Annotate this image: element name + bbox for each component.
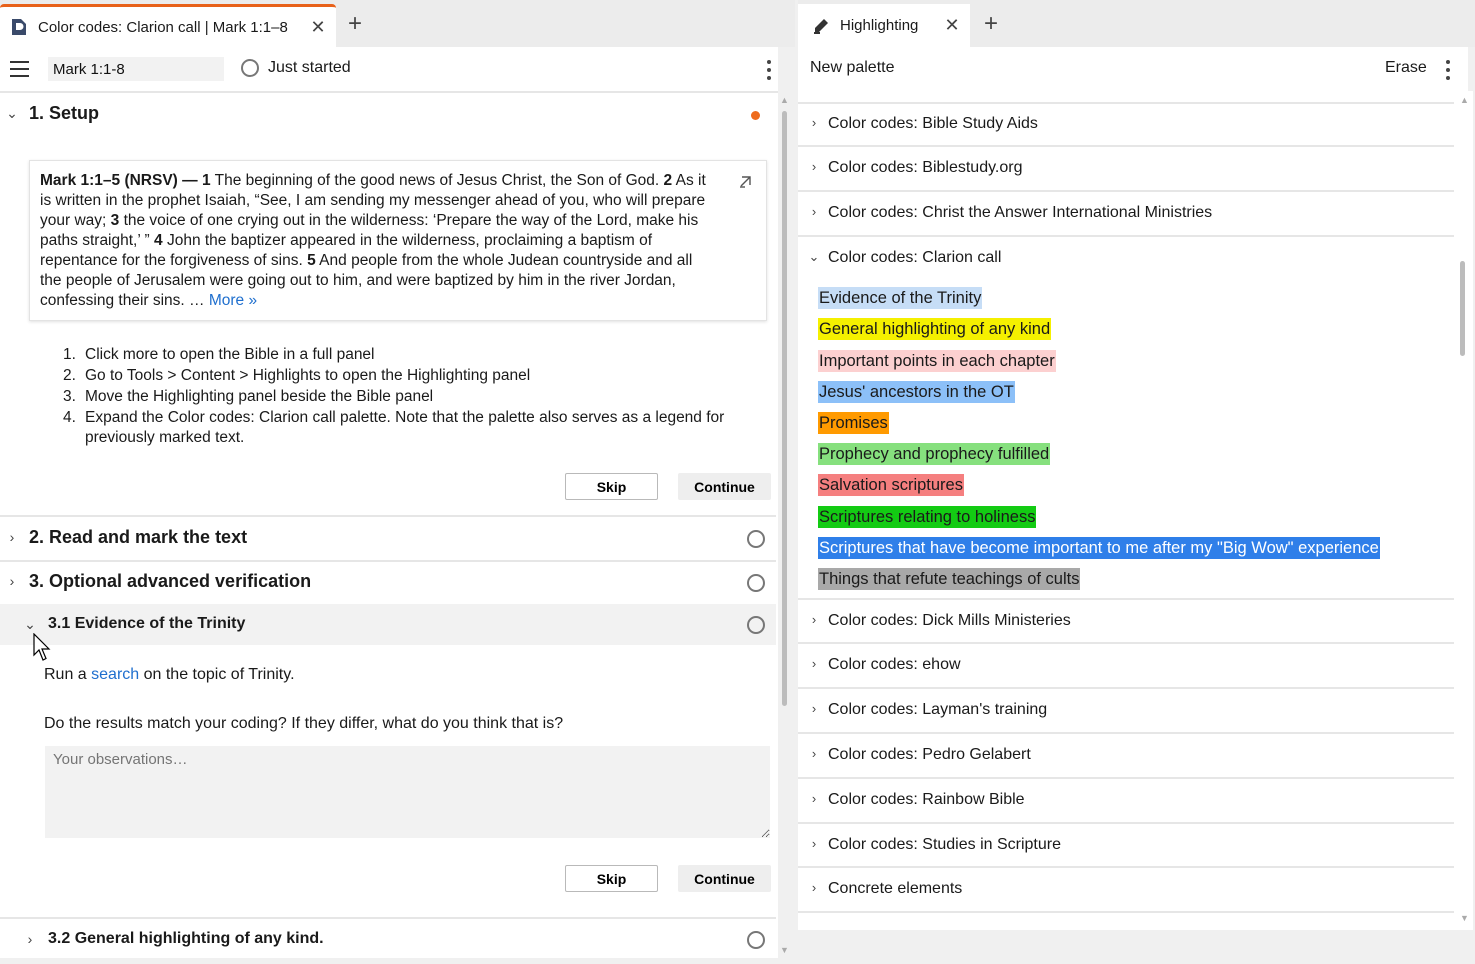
chevron-right-icon: › [811, 204, 817, 219]
list-item: 3. Move the Highlighting panel beside the Bible panel [63, 388, 434, 405]
section-title: 1. Setup [29, 103, 100, 123]
chevron-right-icon: › [811, 159, 817, 174]
style-item[interactable]: General highlighting of any kind [819, 320, 1051, 338]
chevron-right-icon: › [27, 931, 33, 947]
chevron-right-icon: › [811, 791, 817, 806]
scroll-down-icon[interactable]: ▼ [1460, 913, 1469, 923]
status-circle-icon[interactable] [747, 931, 765, 949]
section-title: 2. Read and mark the text [29, 527, 248, 547]
status-circle-icon[interactable] [747, 574, 765, 592]
section-read-header[interactable] [0, 517, 776, 560]
palette-row[interactable]: › Color codes: Layman's training [798, 689, 1454, 734]
style-item[interactable]: Salvation scriptures [819, 476, 963, 494]
setup-steps-list [63, 345, 743, 449]
reference-input[interactable] [48, 57, 224, 81]
section-title: 3.1 Evidence of the Trinity [48, 615, 246, 632]
palette-row[interactable]: › Color codes: ehow [798, 644, 1454, 689]
right-scrollbar[interactable] [1457, 91, 1473, 930]
left-tab-bar [0, 0, 795, 47]
continue-button[interactable]: Continue [678, 865, 771, 892]
chevron-right-icon: › [811, 656, 817, 671]
section-title: 3. Optional advanced verification [29, 571, 312, 591]
section-general-header[interactable] [0, 919, 776, 960]
observations-field[interactable] [45, 746, 770, 838]
chevron-right-icon: › [811, 115, 817, 130]
palette-row[interactable]: › Color codes: Bible Study Aids [798, 103, 1454, 147]
palette-row[interactable]: › Color codes: Dick Mills Ministeries [798, 600, 1454, 644]
skip-button[interactable]: Skip [565, 473, 658, 500]
scroll-thumb[interactable] [1460, 261, 1465, 356]
skip-button[interactable]: Skip [565, 865, 658, 892]
close-tab-icon[interactable]: ✕ [944, 15, 960, 35]
left-scrollbar[interactable] [779, 93, 791, 964]
right-tab-bar [798, 0, 1475, 47]
chevron-right-icon: › [9, 529, 15, 545]
status-circle-icon[interactable] [747, 616, 765, 634]
add-tab-icon[interactable]: + [984, 10, 999, 37]
list-item: 4. Expand the Color codes: Clarion call palette. Note that the palette also serves as a legend for previously marked text. [63, 409, 725, 446]
continue-button[interactable]: Continue [678, 473, 771, 500]
chevron-right-icon: › [9, 573, 15, 589]
chevron-right-icon: › [811, 612, 817, 627]
question-text: Do the results match your coding? If they differ, what do you think that is? [44, 715, 564, 732]
palette-row[interactable]: › Concrete elements [798, 868, 1454, 913]
chevron-right-icon: › [811, 836, 817, 851]
menu-icon[interactable] [10, 61, 29, 82]
tab-title: Color codes: Clarion call | Mark 1:1–8 [38, 18, 288, 36]
left-toolbar [0, 47, 778, 93]
in-progress-dot-icon [751, 111, 760, 120]
scroll-thumb[interactable] [782, 111, 787, 706]
list-item: 2. Go to Tools > Content > Highlights to open the Highlighting panel [63, 367, 531, 384]
highlighting-panel [798, 0, 1475, 964]
search-link[interactable]: search [91, 666, 140, 683]
chevron-right-icon: › [811, 880, 817, 895]
chevron-right-icon: › [811, 701, 817, 716]
style-item[interactable]: Prophecy and prophecy fulfilled [819, 445, 1050, 463]
chevron-down-icon: ⌄ [6, 105, 18, 121]
palette-row[interactable]: › Color codes: Biblestudy.org [798, 147, 1454, 192]
style-item[interactable]: Important points in each chapter [819, 352, 1055, 370]
mouse-cursor-icon [33, 633, 53, 663]
bible-passage-card [29, 160, 767, 321]
palette-row[interactable]: › Color codes: Pedro Gelabert [798, 734, 1454, 779]
chevron-right-icon: › [811, 746, 817, 761]
tab-clarion-call[interactable] [0, 4, 336, 47]
document-icon [10, 18, 28, 36]
expanded-palette-label[interactable]: Color codes: Clarion call [828, 249, 1002, 266]
palette-row-expanded [798, 237, 1454, 600]
right-toolbar [798, 47, 1468, 91]
style-item[interactable]: Promises [819, 414, 888, 432]
search-instruction: Run a search on the topic of Trinity. [44, 666, 295, 683]
highlighter-icon [812, 17, 830, 35]
palette-row[interactable]: › Color codes: Christ the Answer International Ministries [798, 192, 1454, 237]
style-item[interactable]: Evidence of the Trinity [819, 289, 982, 307]
status-circle-icon[interactable] [747, 530, 765, 548]
style-item[interactable]: Scriptures that have become important to me after my "Big Wow" experience [819, 539, 1379, 557]
palette-row[interactable]: › Color codes: Studies in Scripture [798, 824, 1454, 868]
scroll-up-icon[interactable]: ▲ [780, 95, 789, 105]
more-link[interactable]: More » [208, 292, 258, 309]
erase-button[interactable]: Erase [1385, 59, 1427, 76]
section-optional-header[interactable] [0, 561, 776, 604]
section-setup-header[interactable] [0, 93, 776, 136]
new-palette-button[interactable]: New palette [810, 59, 895, 76]
list-item: 1. Click more to open the Bible in a full panel [63, 346, 375, 363]
status-label: Just started [268, 59, 351, 76]
reading-plan-content [0, 93, 778, 964]
scroll-down-icon[interactable]: ▼ [780, 945, 789, 955]
open-passage-icon[interactable] [738, 175, 752, 189]
add-tab-icon[interactable]: + [348, 10, 363, 37]
chevron-down-icon[interactable]: ⌄ [808, 249, 820, 264]
passage-text: Mark 1:1–5 (NRSV) — 1 The beginning of the good news of Jesus Christ, the Son of God. 2 As it is written in the prophet Isaiah, “See, I am sending my messenger ahead of you, who will prepare your way; 3 the voice of one crying out in the wilderness: ‘Prepare the way of the Lord, make his paths straight,’ ” 4 John the baptizer appeared in the wilderness, proclaiming a baptism of repentance for the forgiveness of sins. 5 And people from the whole Judean countryside and all the people of Jerusalem were going out to him, and were baptized by him in the river Jordan, confessing their sins. … [40, 172, 706, 309]
scroll-up-icon[interactable]: ▲ [1460, 95, 1469, 105]
style-item[interactable]: Jesus' ancestors in the OT [819, 383, 1014, 401]
palette-list [798, 91, 1458, 930]
style-item[interactable]: Scriptures relating to holiness [819, 508, 1036, 526]
palette-row[interactable]: › Color codes: Rainbow Bible [798, 779, 1454, 824]
chevron-down-icon: ⌄ [24, 616, 36, 632]
window-bottom-edge [0, 958, 1475, 964]
status-circle-icon[interactable] [241, 59, 259, 77]
more-options-icon[interactable] [1446, 60, 1450, 84]
more-options-icon[interactable] [767, 60, 771, 84]
section-title: 3.2 General highlighting of any kind. [48, 930, 324, 947]
tab-title: Highlighting [840, 17, 919, 34]
style-item[interactable]: Things that refute teachings of cults [819, 570, 1080, 588]
close-tab-icon[interactable]: ✕ [310, 16, 326, 37]
tab-highlighting[interactable] [798, 4, 970, 47]
section-trinity-header[interactable] [0, 604, 776, 645]
